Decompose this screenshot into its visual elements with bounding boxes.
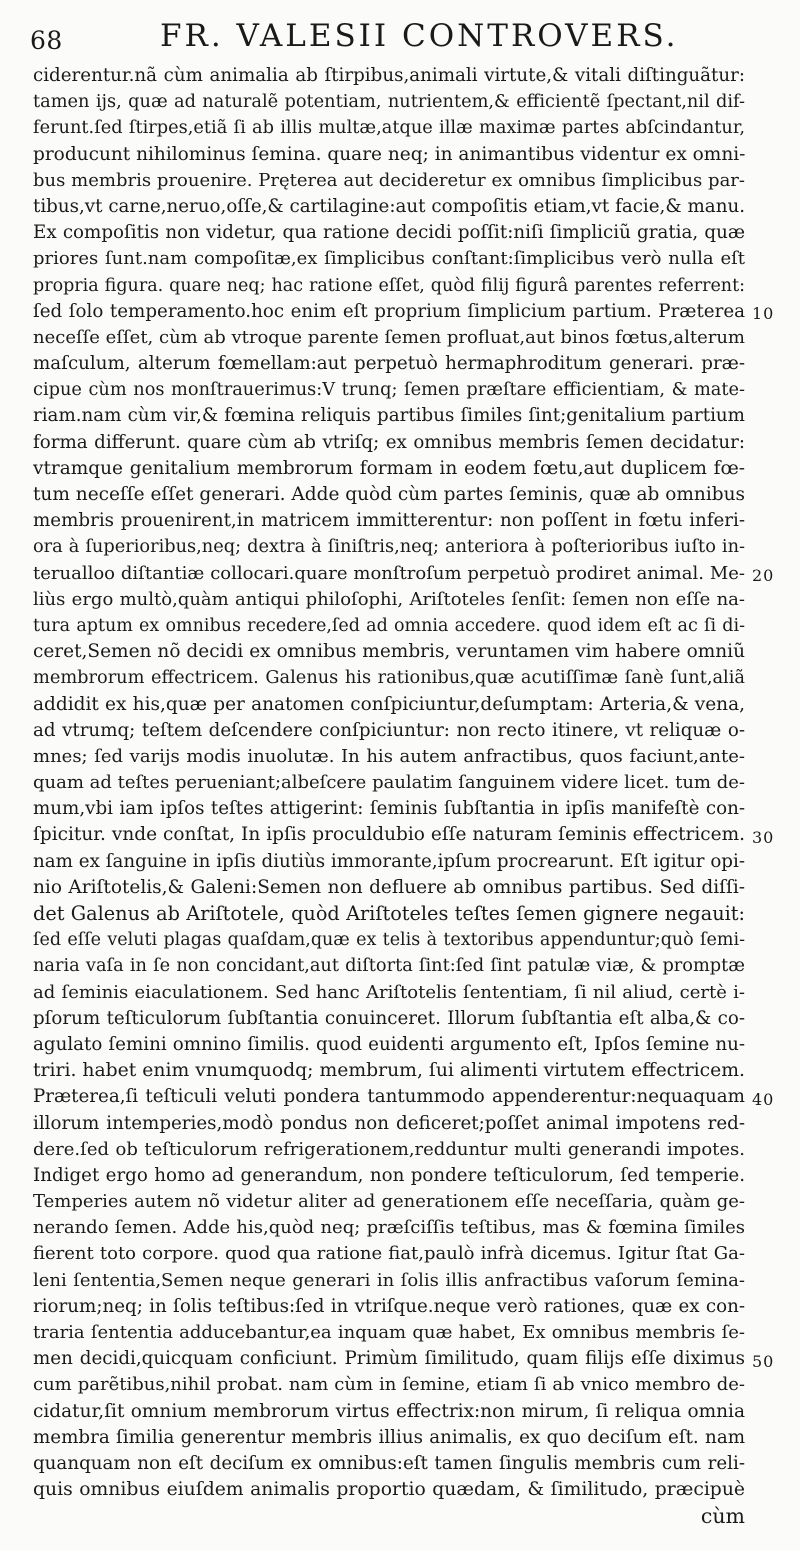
text-line: addidit ex his,quæ per anatomen conſpiciuntur,deſumptam: Arteria,& vena,	[33, 693, 745, 715]
text-line: vtramque genitalium membrorum formam in eodem fœtu,aut duplicem fœ-	[33, 457, 745, 479]
text-line: maſculum, alterum fœmellam:aut perpetuò hermaphroditum generari. præ-	[33, 353, 745, 375]
margin-line-number: 30	[752, 827, 775, 847]
text-line: quis omnibus eiuſdem animalis proportio quædam, & ſimilitudo, præcipuè	[33, 1479, 745, 1501]
text-line: priores ſunt.nam compoſitæ,ex ſimplicibus conſtant:ſimplicibus verò nulla eſt	[33, 248, 745, 270]
text-line: Indiget ergo homo ad generandum, non pondere teſticulorum, ſed temperie.	[33, 1164, 745, 1186]
text-line: leni ſententia,Semen neque generari in ſolis illis anfractibus vaſorum ſemina-	[33, 1269, 745, 1291]
text-line: agulato ſemini omnino ſimilis. quod euidenti argumento eſt, Ipſos ſemine nu-	[33, 1033, 745, 1055]
text-line: Temperies autem nõ videtur aliter ad generationem eſſe neceſſaria, quàm ge-	[33, 1191, 745, 1213]
text-line: ſed ſolo temperamento.hoc enim eſt proprium ſimplicium partium. Præterea	[33, 300, 745, 322]
text-line: membris prouenirent,in matricem immitterentur: non poſſent in fœtu inferi-	[33, 510, 745, 532]
text-line: triri. habet enim vnumquodq; membrum, ſui alimenti virtutem effectricem.	[33, 1060, 745, 1082]
text-line: tura aptum ex omnibus recedere,ſed ad omnia accedere. quod idem eſt ac ſi di-	[33, 615, 745, 636]
text-line: ferunt.ſed ſtirpes,etiã ſi ab illis multæ,atque illæ maximæ partes abſcindantur,	[33, 118, 745, 139]
text-line: Præterea,ſi teſticuli veluti pondera tantummodo appenderentur:nequaquam	[33, 1086, 745, 1108]
text-line: membrorum effectricem. Galenus his rationibus,quæ acutiſſimæ ſanè ſunt,aliã	[33, 668, 745, 689]
text-line: producunt nihilominus ſemina. quare neq; in animantibus videntur ex omni-	[33, 143, 745, 165]
text-line: tamen ijs, quæ ad naturalẽ potentiam, nutrientem,& efficientẽ ſpectant,nil dif-	[33, 92, 745, 113]
text-line: ciderentur.nã cùm animalia ab ſtirpibus,animali virtute,& vitali diſtinguãtur:	[33, 65, 745, 86]
text-line: illorum intemperies,modò pondus non deficeret;poſſet animal impotens red-	[33, 1112, 745, 1134]
body-text	[33, 63, 745, 1530]
text-line: men decidi,quicquam conficiunt. Primùm ſimilitudo, quam filijs eſſe diximus	[33, 1348, 745, 1370]
text-line: quam ad teſtes perueniant;albeſcere paulatim ſanguinem videre licet. tum de-	[33, 772, 745, 794]
text-line: liùs ergo multò,quàm antiqui philoſophi, Ariſtoteles ſenſit: ſemen non eſſe na-	[33, 588, 745, 610]
text-line: ad ſeminis eiaculationem. Sed hanc Ariſtotelis ſententiam, ſi nil aliud, certè i-	[33, 981, 745, 1003]
text-line: cum parẽtibus,nihil probat. nam cùm in ſemine, etiam ſi ab vnico membro de-	[33, 1374, 745, 1396]
text-line: forma differunt. quare cùm ab vtriſq; ex omnibus membris ſemen decidatur:	[33, 431, 745, 453]
page-number: 68	[30, 26, 63, 55]
text-line: Ex compoſitis non videtur, qua ratione decidi poſſit:niſi ſimpliciũ gratia, quæ	[33, 222, 745, 244]
text-line: membra ſimilia generentur membris illius animalis, ex quo deciſum eſt. nam	[33, 1426, 745, 1448]
text-line: ceret,Semen nõ decidi ex omnibus membris, veruntamen vim habere omniũ	[33, 641, 745, 663]
text-line: riam.nam cùm vir,& fœmina reliquis partibus ſimiles ſint;genitalium partium	[33, 405, 745, 427]
catchword: cùm	[700, 1504, 745, 1529]
text-line: mnes; ſed varijs modis inuolutæ. In his autem anfractibus, quos faciunt,ante-	[33, 745, 745, 767]
running-head: FR. VALESII CONTROVERS.	[160, 18, 679, 54]
margin-line-number: 20	[752, 565, 775, 585]
margin-line-number: 50	[752, 1351, 775, 1371]
text-line: bus membris prouenire. Pręterea aut decideretur ex omnibus ſimplicibus par-	[33, 169, 745, 191]
text-line: ad vtrumq; teſtem deſcendere conſpiciuntur: non recto itinere, vt reliquæ o-	[33, 719, 745, 741]
text-line: nam ex ſanguine in ipſis diutiùs immorante,ipſum procrearunt. Eſt igitur opi-	[33, 850, 745, 872]
margin-line-number: 10	[752, 303, 775, 323]
text-line: propria figura. quare neq; hac ratione eſſet, quòd filij figurâ parentes referrent:	[33, 275, 745, 296]
text-line: neceſſe eſſet, cùm ab vtroque parente ſemen profluat,aut binos fœtus,alterum	[33, 326, 745, 348]
margin-line-number: 40	[752, 1089, 775, 1109]
text-line: riorum;neq; in ſolis teſtibus:ſed in vtriſque.neque verò rationes, quæ ex con-	[33, 1295, 745, 1317]
text-line: dere.ſed ob teſticulorum refrigerationem,redduntur multi generandi impotes.	[33, 1138, 745, 1160]
text-line: tum neceſſe eſſet generari. Adde quòd cùm partes ſeminis, quæ ab omnibus	[33, 484, 745, 505]
text-line: ora à ſuperioribus,neq; dextra à ſiniſtris,neq; anteriora à poſterioribus iuſto in-	[33, 537, 745, 558]
text-line: terualloo diſtantiæ collocari.quare monſtroſum perpetuò prodiret animal. Me-	[33, 562, 745, 584]
text-line: nerando ſemen. Adde his,quòd neq; præſciſſis teſtibus, mas & fœmina ſimiles	[33, 1217, 745, 1239]
text-line: mum,vbi iam ipſos teſtes attigerint: ſeminis ſubſtantia in ipſis manifeſtè con-	[33, 798, 745, 820]
text-line: pſorum teſticulorum ſubſtantia conuinceret. Illorum ſubſtantia eſt alba,& co-	[33, 1007, 745, 1029]
text-line: nio Ariſtotelis,& Galeni:Semen non defluere ab omnibus partibus. Sed diſſi-	[33, 876, 745, 898]
text-line: traria ſententia adducebantur,ea inquam quæ habet, Ex omnibus membris ſe-	[33, 1322, 745, 1343]
text-line: cipue cùm nos monſtrauerimus:V trunq; ſemen præſtare efficientiam, & mate-	[33, 380, 745, 401]
text-line: cidatur,ſit omnium membrorum virtus effectrix:non mirum, ſi reliqua omnia	[33, 1400, 745, 1422]
text-line: ſed eſſe veluti plagas quaſdam,quæ ex telis à textoribus appenduntur;quò ſemi-	[33, 930, 745, 951]
text-line: ſpicitur. vnde conſtat, In ipſis proculdubio eſſe naturam ſeminis effectricem.	[33, 824, 745, 846]
text-line: tibus,vt carne,neruo,oſſe,& cartilagine:aut compoſitis etiam,vt facie,& manu.	[33, 195, 745, 217]
text-line: fierent toto corpore. quod qua ratione fiat,paulò infrà dicemus. Igitur ſtat Ga-	[33, 1243, 745, 1265]
text-line: naria vaſa in ſe non concidant,aut diſtorta ſint:ſed ſint patulæ viæ, & promptæ	[33, 956, 745, 977]
text-line: det Galenus ab Ariſtotele, quòd Ariſtoteles teſtes ſemen gignere negauit:	[33, 902, 745, 925]
text-line: quanquam non eſt deciſum ex omnibus:eſt tamen ſingulis membris cum reli-	[33, 1452, 745, 1474]
